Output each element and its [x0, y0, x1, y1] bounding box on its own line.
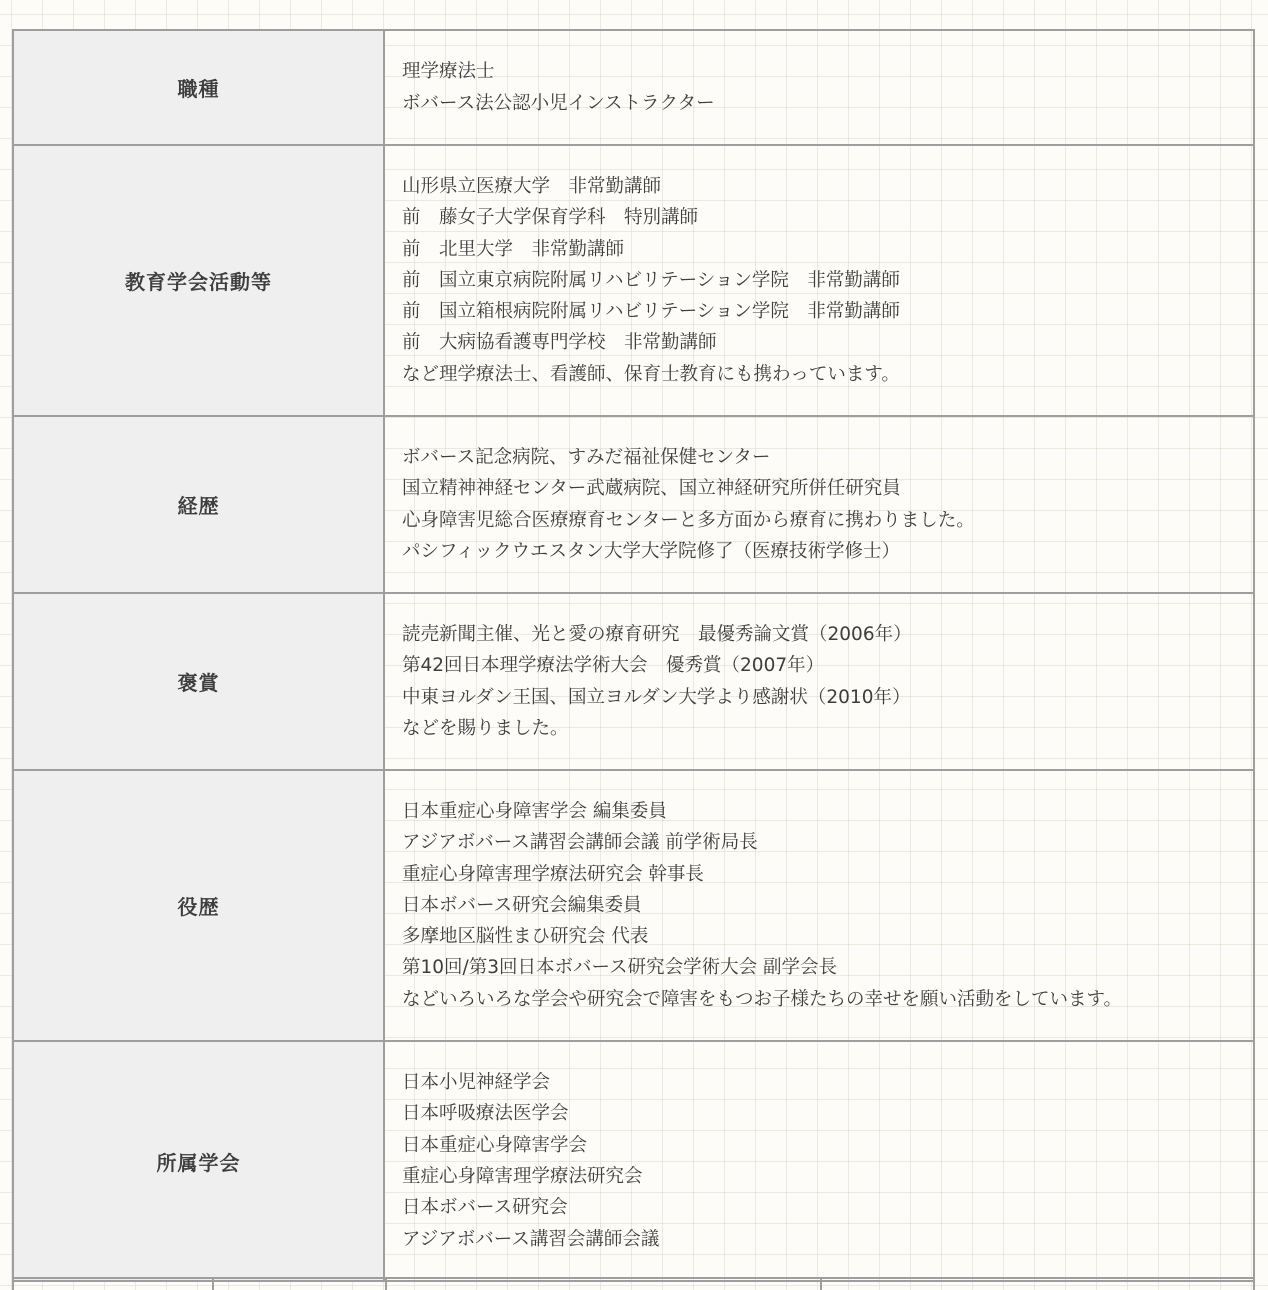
row-line: 日本重症心身障害学会	[402, 1134, 588, 1156]
row-body-education	[385, 146, 1253, 415]
row-line: 山形県立医療大学 非常勤講師	[402, 175, 662, 197]
row-line: ボバース法公認小児インストラクター	[402, 92, 715, 114]
row-line: などいろいろな学会や研究会で障害をもつお子様たちの幸せを願い活動をしています。	[402, 988, 1123, 1010]
row-education	[14, 146, 1253, 417]
row-header-occupation: 職種	[14, 31, 385, 144]
row-positions	[14, 771, 1253, 1042]
row-header-education: 教育学会活動等	[14, 146, 385, 415]
row-line: 多摩地区脳性まひ研究会 代表	[402, 926, 649, 948]
row-line: 心身障害児総合医療療育センターと多方面から療育に携わりました。	[402, 509, 975, 531]
row-line: アジアボバース講習会講師会議	[402, 1228, 660, 1250]
row-memberships	[14, 1042, 1253, 1282]
row-line: 中東ヨルダン王国、国立ヨルダン大学より感謝状（2010年）	[402, 686, 911, 708]
table-divider	[212, 1279, 214, 1290]
row-line: 国立精神神経センター武蔵病院、国立神経研究所併任研究員	[402, 478, 901, 500]
row-line: 前 藤女子大学保育学科 特別講師	[402, 207, 699, 229]
row-line: ボバース記念病院、すみだ福祉保健センター	[402, 446, 771, 468]
row-line: 日本ボバース研究会	[402, 1197, 568, 1219]
row-header-positions: 役歴	[14, 771, 385, 1040]
row-line: などを賜りました。	[402, 717, 569, 739]
row-header-career: 経歴	[14, 417, 385, 592]
row-line: 重症心身障害理学療法研究会	[402, 1166, 643, 1187]
row-awards	[14, 594, 1253, 771]
row-header-awards: 褒賞	[14, 594, 385, 769]
next-table-stub	[12, 1277, 1255, 1290]
row-line: など理学療法士、看護師、保育士教育にも携わっています。	[402, 363, 900, 385]
row-body-occupation	[385, 31, 1253, 144]
row-line: 第42回日本理学療法学術大会 優秀賞（2007年）	[402, 655, 825, 677]
row-line: 第10回/第3回日本ボバース研究会学術大会 副学会長	[402, 957, 838, 979]
row-body-career	[385, 417, 1253, 592]
row-line: 日本ボバース研究会編集委員	[402, 894, 642, 916]
row-header-memberships: 所属学会	[14, 1042, 385, 1280]
row-line: 前 国立東京病院附属リハビリテーション学院 非常勤講師	[402, 269, 900, 291]
profile-table	[12, 29, 1255, 1282]
row-line: 前 大病協看護専門学校 非常勤講師	[402, 332, 717, 354]
row-line: 前 北里大学 非常勤講師	[402, 238, 625, 260]
table-divider	[820, 1279, 822, 1290]
row-line: 日本小児神経学会	[402, 1072, 551, 1094]
row-body-awards	[385, 594, 1253, 769]
row-line: 理学療法士	[402, 61, 495, 83]
row-line: 前 国立箱根病院附属リハビリテーション学院 非常勤講師	[402, 301, 900, 323]
row-line: 読売新聞主催、光と愛の療育研究 最優秀論文賞（2006年）	[402, 623, 912, 645]
table-divider	[385, 1279, 387, 1290]
row-line: 重症心身障害理学療法研究会 幹事長	[402, 863, 704, 885]
row-body-memberships	[385, 1042, 1253, 1280]
row-line: 日本重症心身障害学会 編集委員	[402, 800, 667, 822]
row-body-positions	[385, 771, 1253, 1040]
row-career	[14, 417, 1253, 594]
row-line: アジアボバース講習会講師会議 前学術局長	[402, 832, 758, 854]
row-line: パシフィックウエスタン大学大学院修了（医療技術学修士）	[402, 540, 901, 562]
row-line: 日本呼吸療法医学会	[402, 1103, 569, 1125]
row-occupation	[14, 31, 1253, 146]
